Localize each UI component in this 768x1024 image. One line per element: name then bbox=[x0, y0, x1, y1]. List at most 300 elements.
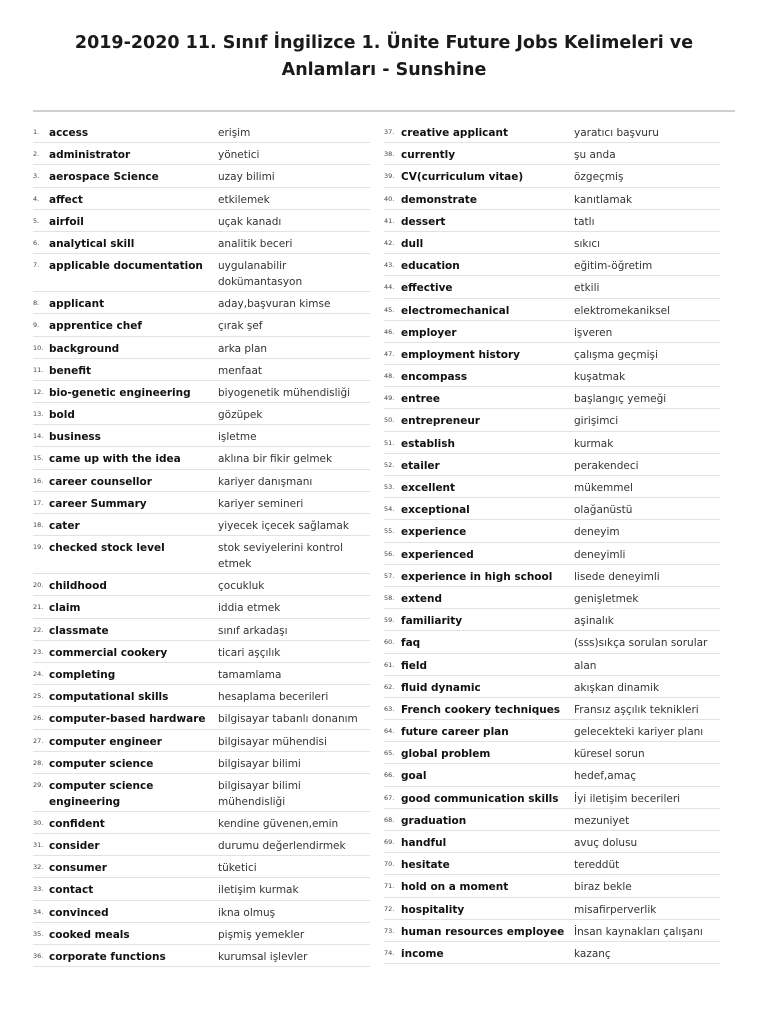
turkish-meaning: özgeçmiş bbox=[574, 171, 624, 184]
item-number: 2. bbox=[33, 150, 40, 159]
turkish-meaning: durumu değerlendirmek bbox=[218, 840, 346, 853]
list-item bbox=[33, 856, 370, 878]
list-item bbox=[384, 365, 720, 387]
english-term: bold bbox=[49, 409, 75, 422]
list-item bbox=[384, 676, 720, 698]
english-term: apprentice chef bbox=[49, 320, 142, 333]
list-item bbox=[33, 232, 370, 254]
list-item bbox=[33, 514, 370, 536]
item-number: 37. bbox=[384, 128, 395, 136]
item-number: 25. bbox=[33, 692, 44, 701]
list-item bbox=[384, 343, 720, 365]
list-item bbox=[384, 276, 720, 298]
list-item bbox=[384, 299, 720, 321]
english-term: good communication skills bbox=[401, 792, 559, 805]
list-item bbox=[384, 831, 720, 853]
turkish-meaning: kurumsal işlevler bbox=[218, 951, 308, 963]
turkish-meaning: ticari aşçılık bbox=[218, 646, 281, 659]
english-term: employment history bbox=[401, 348, 521, 361]
vocabulary-list-right bbox=[384, 121, 720, 964]
turkish-meaning: arka plan bbox=[218, 342, 268, 355]
list-item bbox=[384, 188, 720, 210]
english-term: exceptional bbox=[401, 504, 470, 517]
english-term: demonstrate bbox=[401, 193, 477, 206]
list-item bbox=[33, 254, 370, 292]
item-number: 60. bbox=[384, 638, 395, 647]
english-term: childhood bbox=[49, 580, 107, 593]
list-item bbox=[384, 387, 720, 409]
list-item bbox=[33, 492, 370, 514]
list-item bbox=[384, 121, 720, 143]
list-item bbox=[33, 923, 370, 945]
english-term: experience bbox=[401, 526, 467, 539]
list-item bbox=[384, 543, 720, 565]
list-item bbox=[33, 901, 370, 923]
english-term: entrepreneur bbox=[401, 415, 480, 428]
list-item bbox=[33, 707, 370, 729]
list-item bbox=[33, 470, 370, 492]
turkish-meaning: Fransız aşçılık teknikleri bbox=[574, 703, 699, 716]
turkish-meaning: sıkıcı bbox=[574, 237, 601, 250]
english-term: global problem bbox=[401, 748, 491, 761]
turkish-meaning: yönetici bbox=[218, 149, 260, 162]
item-number: 7. bbox=[33, 261, 40, 270]
turkish-meaning: çalışma geçmişi bbox=[574, 348, 658, 361]
english-term: affect bbox=[49, 193, 83, 206]
turkish-meaning: eğitim-öğretim bbox=[574, 260, 653, 273]
item-number: 10. bbox=[33, 343, 44, 352]
item-number: 6. bbox=[33, 238, 40, 247]
english-term: aerospace Science bbox=[49, 171, 159, 184]
turkish-meaning: kanıtlamak bbox=[574, 193, 633, 206]
turkish-meaning: iletişim kurmak bbox=[218, 884, 299, 897]
turkish-meaning: İnsan kaynakları çalışanı bbox=[574, 925, 703, 938]
turkish-meaning: iddia etmek bbox=[218, 602, 281, 615]
list-item bbox=[384, 875, 720, 897]
item-number: 48. bbox=[384, 372, 395, 381]
turkish-meaning: perakendeci bbox=[574, 459, 639, 472]
item-number: 28. bbox=[33, 758, 44, 767]
item-number: 53. bbox=[384, 483, 395, 491]
list-item bbox=[384, 809, 720, 831]
turkish-meaning: yaratıcı başvuru bbox=[574, 127, 659, 139]
turkish-meaning: uçak kanadı bbox=[218, 215, 282, 228]
list-item bbox=[384, 720, 720, 742]
item-number: 29. bbox=[33, 780, 44, 789]
turkish-meaning: biyogenetik mühendisliği bbox=[218, 386, 351, 399]
english-term: familiarity bbox=[401, 615, 463, 628]
turkish-meaning: işletme bbox=[218, 431, 257, 444]
turkish-meaning: hesaplama becerileri bbox=[218, 691, 329, 704]
english-term: background bbox=[49, 342, 120, 355]
turkish-meaning: elektromekaniksel bbox=[574, 304, 671, 317]
english-term: effective bbox=[401, 282, 453, 295]
item-number: 4. bbox=[33, 194, 40, 203]
english-term: commercial cookery bbox=[49, 646, 168, 659]
item-number: 24. bbox=[33, 669, 44, 678]
turkish-meaning: avuç dolusu bbox=[574, 837, 638, 849]
english-term: income bbox=[401, 947, 444, 960]
list-item bbox=[384, 165, 720, 187]
item-number: 49. bbox=[384, 394, 395, 403]
english-term: currently bbox=[401, 149, 456, 162]
list-item bbox=[384, 898, 720, 920]
english-term: bio-genetic engineering bbox=[49, 386, 191, 399]
item-number: 1. bbox=[33, 128, 40, 136]
list-item bbox=[384, 321, 720, 343]
english-term: handful bbox=[401, 837, 447, 849]
turkish-meaning: bilgisayar mühendisi bbox=[218, 735, 327, 748]
item-number: 51. bbox=[384, 438, 395, 447]
turkish-meaning: tamamlama bbox=[218, 668, 282, 681]
english-term: applicable documentation bbox=[49, 260, 203, 273]
turkish-meaning: menfaat bbox=[218, 364, 263, 377]
list-item bbox=[33, 425, 370, 447]
turkish-meaning: tüketici bbox=[218, 862, 257, 875]
item-number: 16. bbox=[33, 476, 44, 485]
turkish-meaning: tereddüt bbox=[574, 859, 620, 872]
list-item bbox=[384, 454, 720, 476]
turkish-meaning: girişimci bbox=[574, 415, 619, 428]
list-item bbox=[33, 619, 370, 641]
english-term: entree bbox=[401, 393, 441, 406]
list-item bbox=[33, 292, 370, 314]
item-number: 9. bbox=[33, 321, 40, 330]
turkish-meaning: akışkan dinamik bbox=[574, 681, 660, 694]
vocabulary-list-left bbox=[33, 121, 370, 967]
english-term: establish bbox=[401, 437, 455, 450]
english-term: business bbox=[49, 431, 101, 444]
english-term: experienced bbox=[401, 548, 474, 561]
item-number: 65. bbox=[384, 749, 395, 758]
item-number: 8. bbox=[33, 299, 40, 308]
english-term: computational skills bbox=[49, 691, 169, 704]
list-item bbox=[33, 359, 370, 381]
turkish-meaning: bilgisayar bilimi mühendisliği bbox=[218, 779, 301, 808]
english-term: hesitate bbox=[401, 859, 450, 872]
item-number: 63. bbox=[384, 704, 395, 713]
item-number: 18. bbox=[33, 521, 44, 529]
item-number: 72. bbox=[384, 904, 395, 913]
item-number: 45. bbox=[384, 305, 395, 314]
list-item bbox=[33, 685, 370, 707]
english-term: etailer bbox=[401, 459, 440, 472]
english-term: hospitality bbox=[401, 903, 465, 916]
item-number: 34. bbox=[33, 907, 44, 916]
turkish-meaning: kuşatmak bbox=[574, 371, 626, 384]
item-number: 32. bbox=[33, 863, 44, 872]
list-item bbox=[384, 432, 720, 454]
list-item bbox=[384, 942, 720, 964]
turkish-meaning: çocukluk bbox=[218, 580, 265, 593]
item-number: 23. bbox=[33, 647, 44, 656]
english-term: classmate bbox=[49, 624, 109, 637]
english-term: French cookery techniques bbox=[401, 703, 561, 716]
item-number: 50. bbox=[384, 416, 395, 425]
list-item bbox=[33, 121, 370, 143]
turkish-meaning: kurmak bbox=[574, 437, 614, 450]
english-term: convinced bbox=[49, 906, 109, 919]
list-item bbox=[33, 945, 370, 967]
list-item bbox=[33, 337, 370, 359]
item-number: 40. bbox=[384, 194, 395, 203]
item-number: 55. bbox=[384, 527, 395, 536]
item-number: 61. bbox=[384, 660, 395, 669]
list-item bbox=[384, 498, 720, 520]
item-number: 13. bbox=[33, 410, 44, 419]
turkish-meaning: etkili bbox=[574, 282, 600, 295]
list-item bbox=[384, 143, 720, 165]
english-term: employer bbox=[401, 326, 457, 339]
item-number: 44. bbox=[384, 283, 395, 292]
list-item bbox=[33, 536, 370, 574]
item-number: 43. bbox=[384, 261, 395, 270]
turkish-meaning: stok seviyelerini kontrol etmek bbox=[218, 542, 344, 571]
english-term: consumer bbox=[49, 862, 107, 875]
turkish-meaning: kariyer danışmanı bbox=[218, 475, 313, 488]
item-number: 17. bbox=[33, 498, 44, 507]
list-item bbox=[33, 878, 370, 900]
turkish-meaning: şu anda bbox=[574, 149, 616, 162]
item-number: 14. bbox=[33, 432, 44, 441]
list-item bbox=[384, 476, 720, 498]
turkish-meaning: alan bbox=[574, 659, 597, 672]
item-number: 20. bbox=[33, 581, 44, 590]
english-term: goal bbox=[401, 770, 427, 783]
item-number: 46. bbox=[384, 327, 395, 336]
item-number: 31. bbox=[33, 841, 44, 850]
turkish-meaning: başlangıç yemeği bbox=[574, 393, 667, 406]
item-number: 66. bbox=[384, 771, 395, 780]
list-item bbox=[33, 596, 370, 618]
turkish-meaning: tatlı bbox=[574, 215, 595, 228]
list-item bbox=[33, 641, 370, 663]
turkish-meaning: olağanüstü bbox=[574, 504, 633, 517]
list-item bbox=[384, 853, 720, 875]
list-item bbox=[33, 574, 370, 596]
turkish-meaning: lisede deneyimli bbox=[574, 570, 660, 583]
list-item bbox=[384, 654, 720, 676]
list-item bbox=[384, 587, 720, 609]
english-term: fluid dynamic bbox=[401, 681, 481, 694]
list-item bbox=[33, 188, 370, 210]
item-number: 62. bbox=[384, 682, 395, 691]
item-number: 33. bbox=[33, 885, 44, 894]
item-number: 74. bbox=[384, 948, 395, 957]
list-item bbox=[33, 730, 370, 752]
list-item bbox=[384, 232, 720, 254]
item-number: 69. bbox=[384, 838, 395, 846]
title-divider bbox=[33, 110, 735, 112]
item-number: 36. bbox=[33, 952, 44, 960]
turkish-meaning: misafirperverlik bbox=[574, 903, 657, 916]
english-term: electromechanical bbox=[401, 304, 510, 317]
english-term: encompass bbox=[401, 371, 468, 384]
item-number: 47. bbox=[384, 349, 395, 358]
turkish-meaning: uzay bilimi bbox=[218, 171, 275, 184]
list-item bbox=[33, 663, 370, 685]
turkish-meaning: genişletmek bbox=[574, 592, 639, 605]
english-term: CV(curriculum vitae) bbox=[401, 171, 524, 184]
item-number: 15. bbox=[33, 454, 44, 463]
item-number: 22. bbox=[33, 625, 44, 634]
english-term: came up with the idea bbox=[49, 453, 181, 466]
turkish-meaning: kariyer semineri bbox=[218, 497, 304, 510]
turkish-meaning: ikna olmuş bbox=[218, 906, 276, 919]
item-number: 68. bbox=[384, 815, 395, 824]
item-number: 71. bbox=[384, 882, 395, 891]
english-term: human resources employee bbox=[401, 925, 565, 938]
item-number: 3. bbox=[33, 172, 40, 181]
item-number: 11. bbox=[33, 365, 44, 374]
item-number: 5. bbox=[33, 216, 40, 225]
item-number: 26. bbox=[33, 714, 44, 723]
english-term: creative applicant bbox=[401, 127, 508, 139]
turkish-meaning: mezuniyet bbox=[574, 814, 630, 827]
turkish-meaning: deneyimli bbox=[574, 548, 626, 561]
list-item bbox=[384, 764, 720, 786]
turkish-meaning: aday,başvuran kimse bbox=[218, 298, 331, 311]
turkish-meaning: bilgisayar bilimi bbox=[218, 757, 301, 770]
list-item bbox=[33, 774, 370, 812]
turkish-meaning: aşinalık bbox=[574, 615, 614, 628]
item-number: 59. bbox=[384, 616, 395, 625]
list-item bbox=[384, 520, 720, 542]
english-term: access bbox=[49, 127, 89, 139]
turkish-meaning: etkilemek bbox=[218, 193, 270, 206]
list-item bbox=[33, 210, 370, 232]
english-term: career Summary bbox=[49, 497, 147, 510]
item-number: 27. bbox=[33, 736, 44, 745]
english-term: computer science bbox=[49, 757, 154, 770]
item-number: 67. bbox=[384, 793, 395, 802]
item-number: 38. bbox=[384, 150, 395, 159]
turkish-meaning: gelecekteki kariyer planı bbox=[574, 726, 704, 739]
turkish-meaning: çırak şef bbox=[218, 320, 263, 333]
turkish-meaning: aklına bir fikir gelmek bbox=[218, 453, 333, 466]
item-number: 21. bbox=[33, 603, 44, 612]
english-term: cooked meals bbox=[49, 928, 130, 941]
turkish-meaning: pişmiş yemekler bbox=[218, 928, 305, 941]
turkish-meaning: hedef,amaç bbox=[574, 770, 637, 783]
english-term: completing bbox=[49, 668, 116, 681]
turkish-meaning: erişim bbox=[218, 127, 251, 139]
turkish-meaning: kazanç bbox=[574, 947, 611, 960]
english-term: future career plan bbox=[401, 726, 509, 739]
english-term: corporate functions bbox=[49, 951, 166, 963]
item-number: 64. bbox=[384, 727, 395, 736]
list-item bbox=[33, 165, 370, 187]
item-number: 73. bbox=[384, 926, 395, 935]
english-term: computer science engineering bbox=[49, 779, 154, 808]
english-term: contact bbox=[49, 884, 94, 897]
english-term: checked stock level bbox=[49, 542, 165, 555]
item-number: 12. bbox=[33, 387, 44, 396]
english-term: extend bbox=[401, 592, 443, 605]
list-item bbox=[33, 143, 370, 165]
list-item bbox=[384, 698, 720, 720]
turkish-meaning: biraz bekle bbox=[574, 881, 632, 894]
english-term: benefit bbox=[49, 364, 92, 377]
list-item bbox=[33, 314, 370, 336]
list-item bbox=[384, 742, 720, 764]
list-item bbox=[384, 631, 720, 653]
item-number: 54. bbox=[384, 505, 395, 514]
list-item bbox=[33, 752, 370, 774]
item-number: 30. bbox=[33, 818, 44, 827]
english-term: computer-based hardware bbox=[49, 713, 206, 726]
item-number: 41. bbox=[384, 216, 395, 225]
turkish-meaning: sınıf arkadaşı bbox=[218, 624, 288, 637]
list-item bbox=[384, 210, 720, 232]
item-number: 58. bbox=[384, 593, 395, 602]
english-term: field bbox=[401, 659, 428, 672]
list-item bbox=[384, 609, 720, 631]
turkish-meaning: işveren bbox=[574, 326, 613, 339]
turkish-meaning: mükemmel bbox=[574, 482, 633, 494]
english-term: confident bbox=[49, 817, 105, 830]
item-number: 70. bbox=[384, 860, 395, 869]
english-term: claim bbox=[49, 602, 81, 615]
turkish-meaning: küresel sorun bbox=[574, 748, 645, 761]
page-title: 2019-2020 11. Sınıf İngilizce 1. Ünite Future Jobs Kelimeleri ve Anlamları - Sunshine bbox=[74, 33, 694, 80]
list-item bbox=[33, 812, 370, 834]
english-term: administrator bbox=[49, 149, 131, 162]
list-item bbox=[384, 254, 720, 276]
list-item bbox=[33, 381, 370, 403]
list-item bbox=[384, 565, 720, 587]
item-number: 56. bbox=[384, 549, 395, 558]
english-term: airfoil bbox=[49, 215, 84, 228]
item-number: 35. bbox=[33, 929, 44, 938]
list-item bbox=[384, 409, 720, 431]
english-term: consider bbox=[49, 840, 100, 853]
list-item bbox=[384, 920, 720, 942]
english-term: graduation bbox=[401, 814, 467, 827]
turkish-meaning: bilgisayar tabanlı donanım bbox=[218, 713, 358, 726]
english-term: faq bbox=[401, 637, 421, 650]
turkish-meaning: yiyecek içecek sağlamak bbox=[218, 520, 349, 532]
english-term: career counsellor bbox=[49, 475, 152, 488]
turkish-meaning: analitik beceri bbox=[218, 237, 293, 250]
item-number: 39. bbox=[384, 172, 395, 181]
item-number: 19. bbox=[33, 543, 44, 552]
turkish-meaning: İyi iletişim becerileri bbox=[574, 792, 681, 805]
english-term: dull bbox=[401, 237, 424, 250]
turkish-meaning: uygulanabilir dokümantasyon bbox=[218, 260, 303, 289]
english-term: computer engineer bbox=[49, 735, 162, 748]
item-number: 42. bbox=[384, 238, 395, 247]
turkish-meaning: kendine güvenen,emin bbox=[218, 817, 339, 830]
list-item bbox=[33, 447, 370, 469]
list-item bbox=[33, 403, 370, 425]
english-term: hold on a moment bbox=[401, 881, 509, 894]
list-item bbox=[384, 787, 720, 809]
turkish-meaning: deneyim bbox=[574, 526, 620, 539]
item-number: 57. bbox=[384, 571, 395, 580]
english-term: cater bbox=[49, 520, 80, 532]
english-term: applicant bbox=[49, 298, 105, 311]
turkish-meaning: gözüpek bbox=[218, 409, 263, 422]
item-number: 52. bbox=[384, 460, 395, 469]
english-term: experience in high school bbox=[401, 570, 553, 583]
english-term: dessert bbox=[401, 215, 446, 228]
list-item bbox=[33, 834, 370, 856]
turkish-meaning: (sss)sıkça sorulan sorular bbox=[574, 637, 708, 650]
english-term: education bbox=[401, 260, 460, 273]
english-term: analytical skill bbox=[49, 237, 135, 250]
english-term: excellent bbox=[401, 482, 456, 494]
